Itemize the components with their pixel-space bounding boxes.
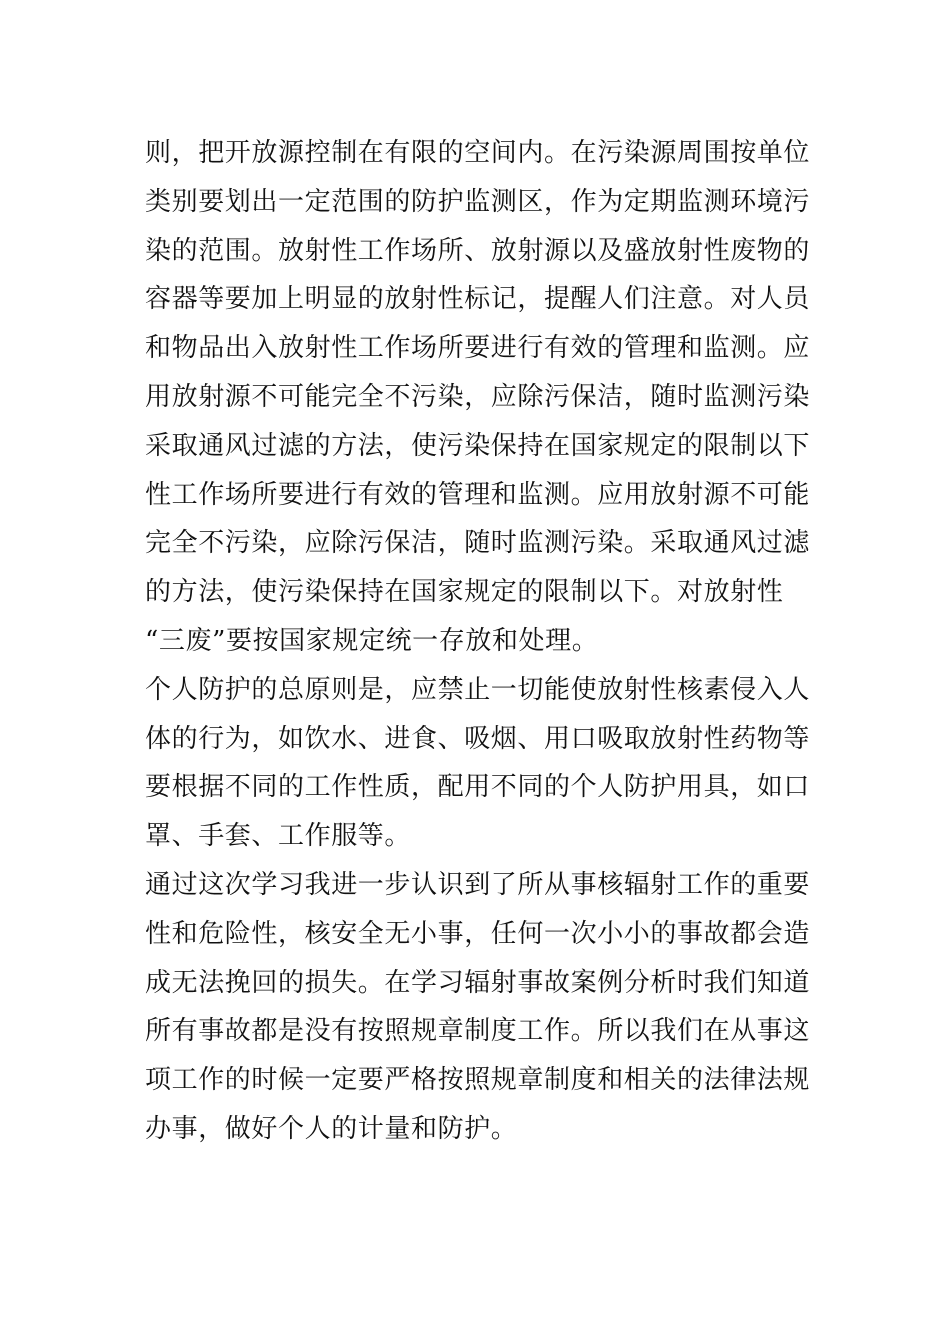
text-line: 容器等要加上明显的放射性标记，提醒人们注意。对人员	[145, 284, 811, 315]
text-line: 用放射源不可能完全不污染，应除污保洁，随时监测污染	[145, 381, 811, 412]
text-line: 体的行为，如饮水、进食、吸烟、用口吸取放射性药物等	[145, 723, 811, 754]
text-line: 个人防护的总原则是，应禁止一切能使放射性核素侵入人	[145, 674, 811, 705]
text-line: 类别要划出一定范围的防护监测区，作为定期监测环境污	[145, 186, 811, 217]
text-line: 的方法，使污染保持在国家规定的限制以下。对放射性	[145, 577, 784, 608]
text-line: 和物品出入放射性工作场所要进行有效的管理和监测。应	[145, 333, 811, 364]
text-line: 项工作的时候一定要严格按照规章制度和相关的法律法规	[145, 1065, 811, 1096]
text-line: 要根据不同的工作性质，配用不同的个人防护用具，如口	[145, 772, 811, 803]
text-line: 性和危险性，核安全无小事，任何一次小小的事故都会造	[145, 918, 811, 949]
text-line: 办事，做好个人的计量和防护。	[145, 1113, 518, 1144]
text-line: 采取通风过滤的方法，使污染保持在国家规定的限制以下	[145, 430, 811, 461]
text-line: “三废”要按国家规定统一存放和处理。	[145, 625, 599, 656]
text-line: 完全不污染，应除污保洁，随时监测污染。采取通风过滤	[145, 528, 811, 559]
text-line: 通过这次学习我进一步认识到了所从事核辐射工作的重要	[145, 869, 811, 900]
text-line: 则，把开放源控制在有限的空间内。在污染源周围按单位	[145, 138, 811, 168]
body-text	[145, 129, 825, 1154]
text-line: 成无法挽回的损失。在学习辐射事故案例分析时我们知道	[145, 967, 811, 998]
text-line: 性工作场所要进行有效的管理和监测。应用放射源不可能	[145, 479, 811, 510]
text-line: 罩、手套、工作服等。	[145, 821, 412, 852]
text-line: 所有事故都是没有按照规章制度工作。所以我们在从事这	[145, 1016, 811, 1047]
text-line: 染的范围。放射性工作场所、放射源以及盛放射性废物的	[145, 235, 811, 266]
